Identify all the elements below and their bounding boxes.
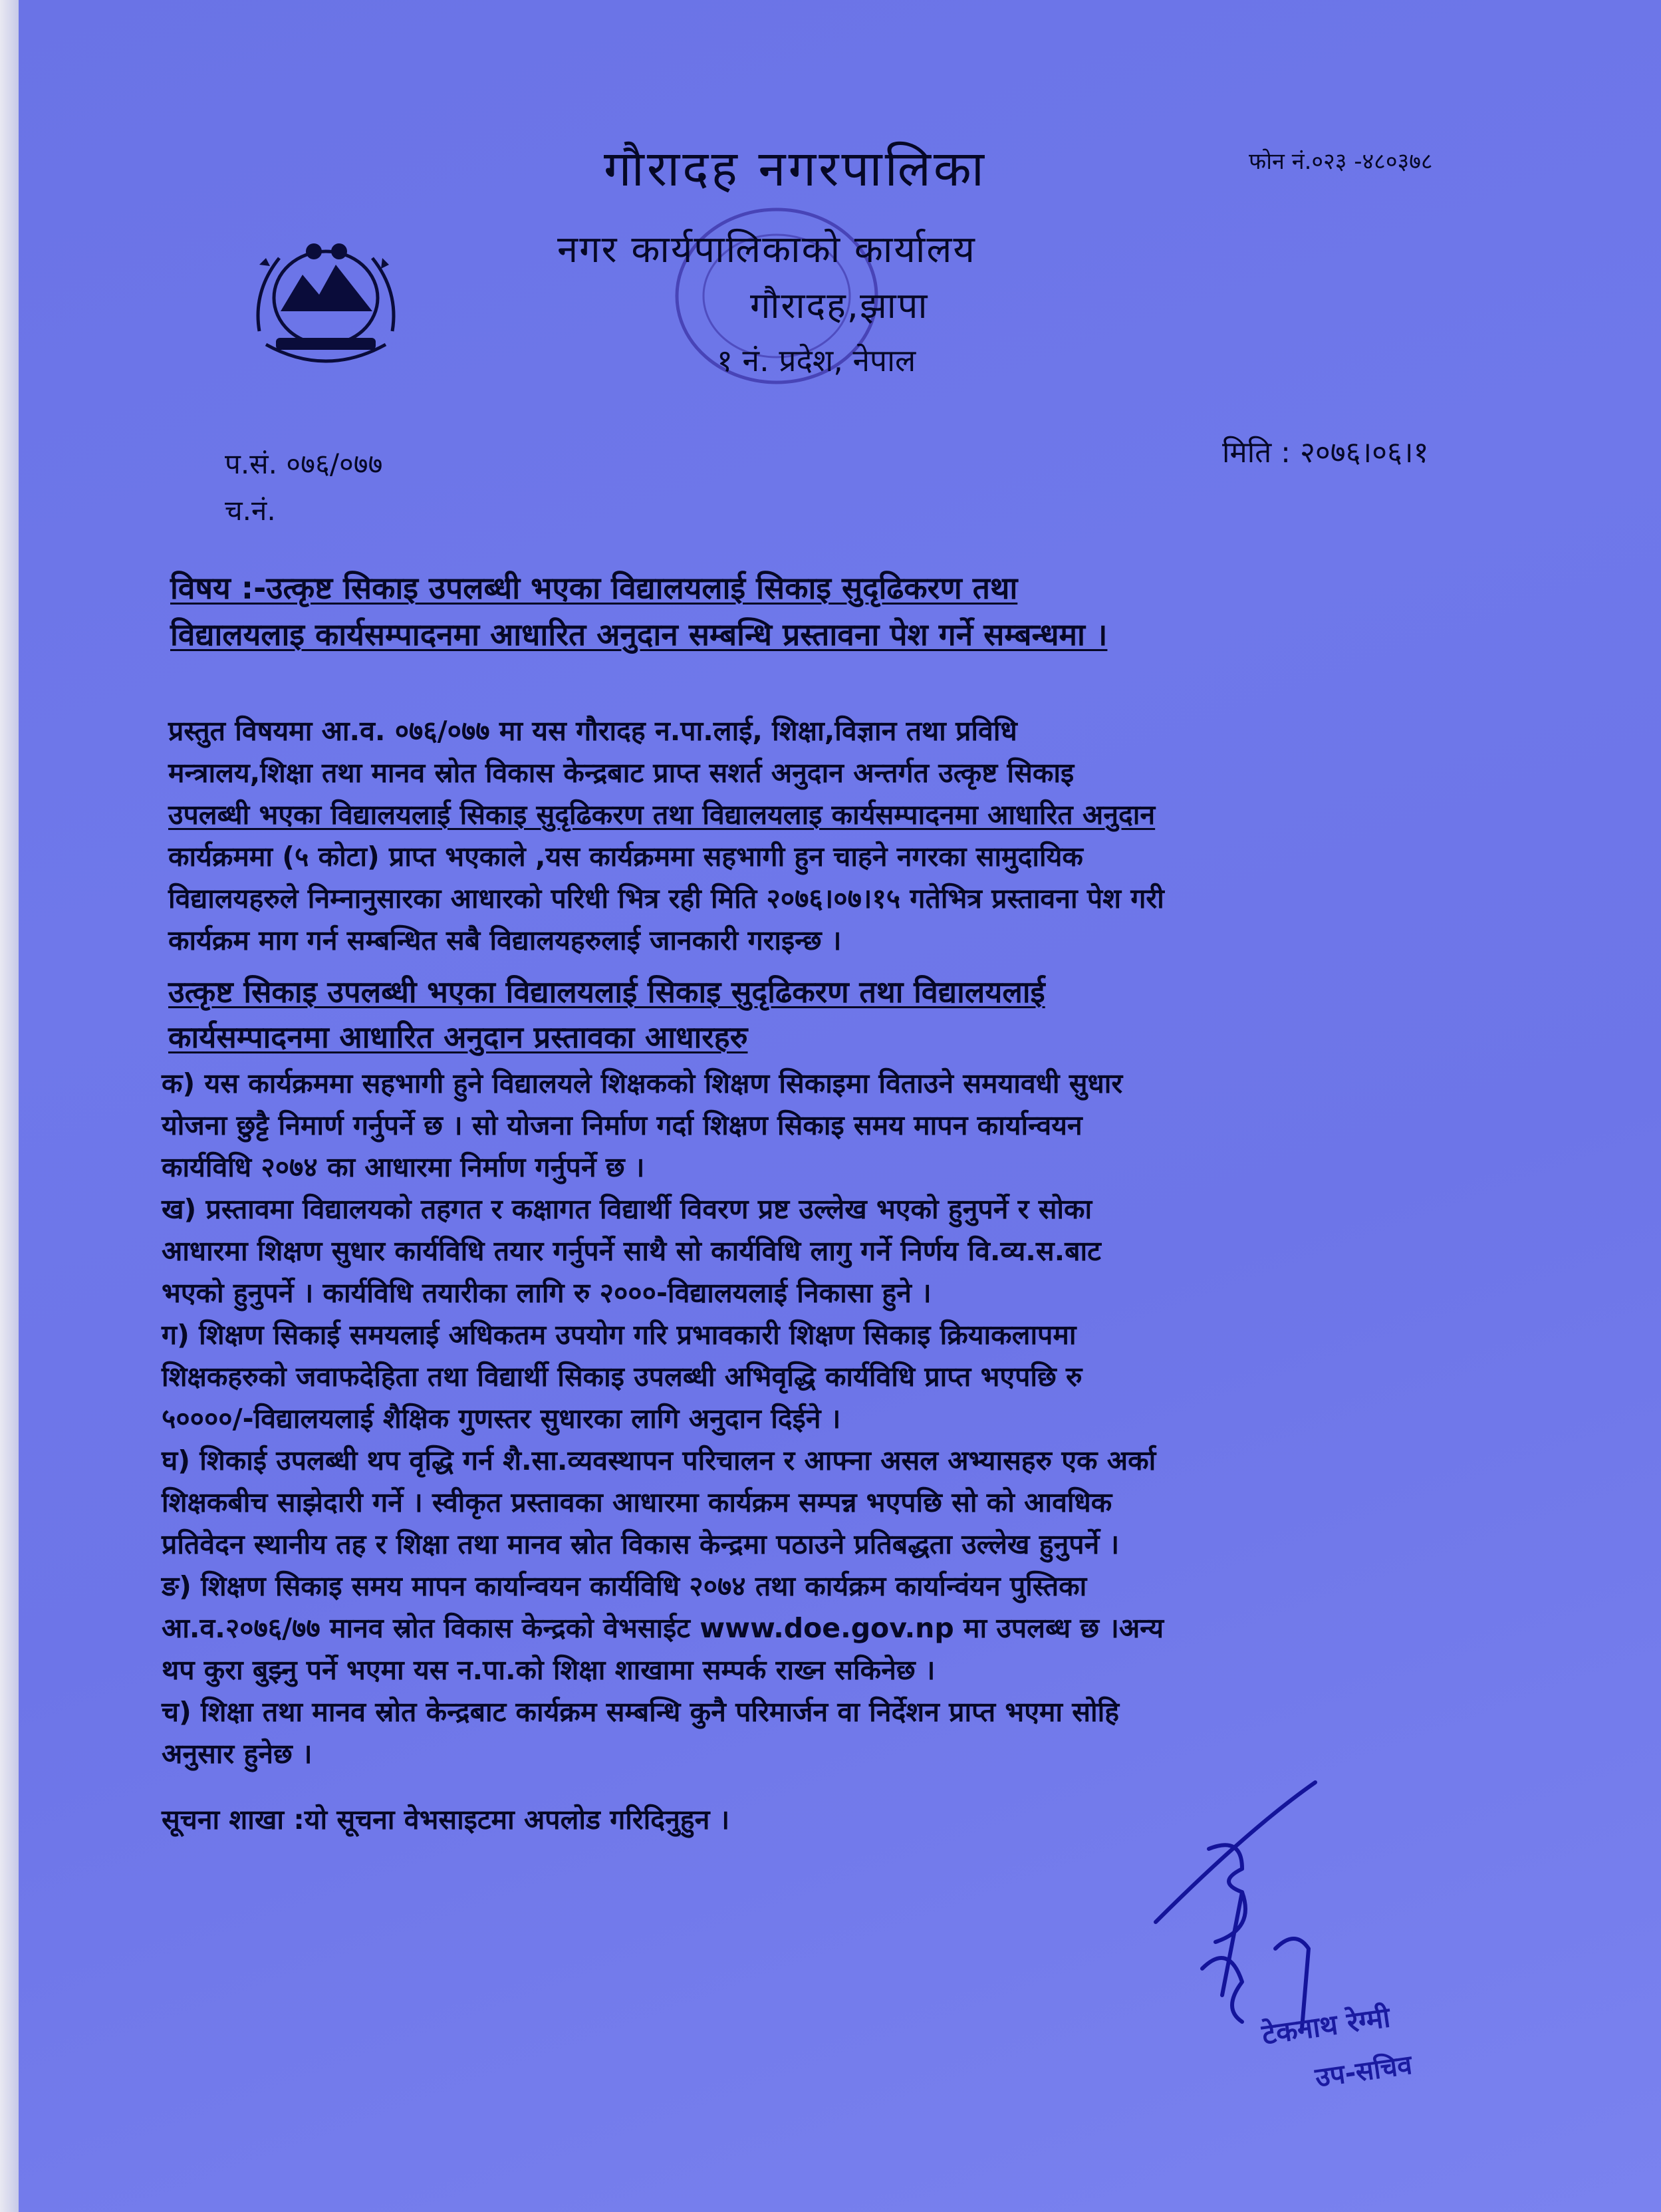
list-item: क) यस कार्यक्रममा सहभागी हुने विद्यालयले शिक्षकको शिक्षण सिकाइमा विताउने समयावधी सुधार <box>162 1067 1123 1099</box>
letter-page <box>19 0 1661 2212</box>
list-item: शिक्षकबीच साझेदारी गर्ने । स्वीकृत प्रस्तावका आधारमा कार्यक्रम सम्पन्न भएपछि सो को आवधिक <box>162 1486 1112 1518</box>
notice-line: सूचना शाखा :यो सूचना वेभसाइटमा अपलोड गरिदिनुहुन । <box>162 1804 730 1836</box>
list-item: शिक्षकहरुको जवाफदेहिता तथा विद्यार्थी सिकाइ उपलब्धी अभिवृद्धि कार्यविधि प्राप्त भएपछि रु <box>162 1361 1083 1393</box>
list-item: कार्यविधि २०७४ का आधारमा निर्माण गर्नुपर्ने छ । <box>162 1151 645 1183</box>
office-province: १ नं. प्रदेश, नेपाल <box>717 343 916 378</box>
letter-date: मिति : २०७६।०६।१ <box>1222 436 1429 470</box>
list-item: प्रतिवेदन स्थानीय तह र शिक्षा तथा मानव स्रोत विकास केन्द्रमा पठाउने प्रतिबद्धता उल्लेख हुनुपर्ने । <box>162 1528 1120 1560</box>
list-item: ख) प्रस्तावमा विद्यालयको तहगत र कक्षागत विद्यार्थी विवरण प्रष्ट उल्लेख भएको हुनुपर्ने र सोका <box>162 1193 1092 1225</box>
list-item: आ.व.२०७६/७७ मानव स्रोत विकास केन्द्रको वेभसाईट www.doe.gov.np मा उपलब्ध छ ।अन्य <box>162 1612 1164 1644</box>
list-item: आधारमा शिक्षण सुधार कार्यविधि तयार गर्नुपर्ने साथै सो कार्यविधि लागु गर्ने निर्णय वि.व्य.स.बाट <box>162 1235 1101 1267</box>
list-item: थप कुरा बुझ्नु पर्ने भएमा यस न.पा.को शिक्षा शाखामा सम्पर्क राख्न सकिनेछ । <box>162 1654 936 1686</box>
list-item: ५००००/-विद्यालयलाई शैक्षिक गुणस्तर सुधारका लागि अनुदान दिईने । <box>162 1403 841 1435</box>
signatory-name: टेकनाथ रेग्मी <box>1259 2001 1392 2051</box>
office-name: नगर कार्यपालिकाको कार्यालय <box>557 228 976 271</box>
reference-number: प.सं. ०७६/०७७ <box>225 448 383 480</box>
list-item: अनुसार हुनेछ । <box>162 1738 313 1770</box>
intro-paragraph <box>168 710 1164 962</box>
phone-number: फोन नं.०२३ -४८०३७८ <box>1249 148 1433 175</box>
list-item: च) शिक्षा तथा मानव स्रोत केन्द्रबाट कार्यक्रम सम्बन्धि कुनै परिमार्जन वा निर्देशन प्राप्त भएमा सोहि <box>162 1696 1120 1728</box>
criteria-list <box>162 1063 1164 1775</box>
subject-line-1: विषय :-उत्कृष्ट सिकाइ उपलब्धी भएका विद्यालयलाई सिकाइ सुदृढिकरण तथा <box>170 570 1018 606</box>
section-heading-line-2: कार्यसम्पादनमा आधारित अनुदान प्रस्तावका आधारहरु <box>168 1020 748 1055</box>
subject-line-2: विद्यालयलाइ कार्यसम्पादनमा आधारित अनुदान सम्बन्धि प्रस्तावना पेश गर्ने सम्बन्धमा । <box>170 617 1108 652</box>
list-item: ग) शिक्षण सिकाई समयलाई अधिकतम उपयोग गरि प्रभावकारी शिक्षण सिकाइ क्रियाकलापमा <box>162 1319 1077 1351</box>
paragraph-line: कार्यक्रम माग गर्न सम्बन्धित सबै विद्यालयहरुलाई जानकारी गराइन्छ । <box>168 924 842 956</box>
nepal-emblem-icon <box>239 211 412 371</box>
paragraph-line: मन्त्रालय,शिक्षा तथा मानव स्रोत विकास केन्द्रबाट प्राप्त सशर्त अनुदान अन्तर्गत उत्कृष्ट सिकाइ <box>168 757 1075 789</box>
paragraph-line: विद्यालयहरुले निम्नानुसारका आधारको परिधी भित्र रही मिति २०७६।०७।१५ गतेभित्र प्रस्तावना पेश गरी <box>168 883 1164 914</box>
dispatch-number: च.नं. <box>225 494 276 527</box>
section-heading-line-1: उत्कृष्ट सिकाइ उपलब्धी भएका विद्यालयलाई सिकाइ सुदृढिकरण तथा विद्यालयलाई <box>168 974 1045 1010</box>
paragraph-line: कार्यक्रममा (५ कोटा) प्राप्त भएकाले ,यस कार्यक्रममा सहभागी हुन चाहने नगरका सामुदायिक <box>168 841 1083 873</box>
paragraph-line: उपलब्धी भएका विद्यालयलाई सिकाइ सुदृढिकरण तथा विद्यालयलाइ कार्यसम्पादनमा आधारित अनुदान <box>168 799 1156 831</box>
signatory-designation: उप-सचिव <box>1313 2049 1414 2094</box>
list-item: भएको हुनुपर्ने । कार्यविधि तयारीका लागि रु २०००-विद्यालयलाई निकासा हुने । <box>162 1277 932 1309</box>
office-location: गौरादह,झापा <box>750 285 929 327</box>
paragraph-line: प्रस्तुत विषयमा आ.व. ०७६/०७७ मा यस गौरादह न.पा.लाई, शिक्षा,विज्ञान तथा प्रविधि <box>168 715 1017 747</box>
list-item: घ) शिकाई उपलब्धी थप वृद्धि गर्न शै.सा.व्यवस्थापन परिचालन र आफ्ना असल अभ्यासहरु एक अर्का <box>162 1445 1156 1476</box>
paper-edge <box>0 0 19 2212</box>
list-item: ङ) शिक्षण सिकाइ समय मापन कार्यान्वयन कार्यविधि २०७४ तथा कार्यक्रम कार्यान्वंयन पुस्तिका <box>162 1570 1087 1602</box>
municipality-title: गौरादह नगरपालिका <box>604 140 987 198</box>
list-item: योजना छुट्टै निमार्ण गर्नुपर्ने छ । सो योजना निर्माण गर्दा शिक्षण सिकाइ समय मापन कार्यान्वयन <box>162 1109 1083 1141</box>
